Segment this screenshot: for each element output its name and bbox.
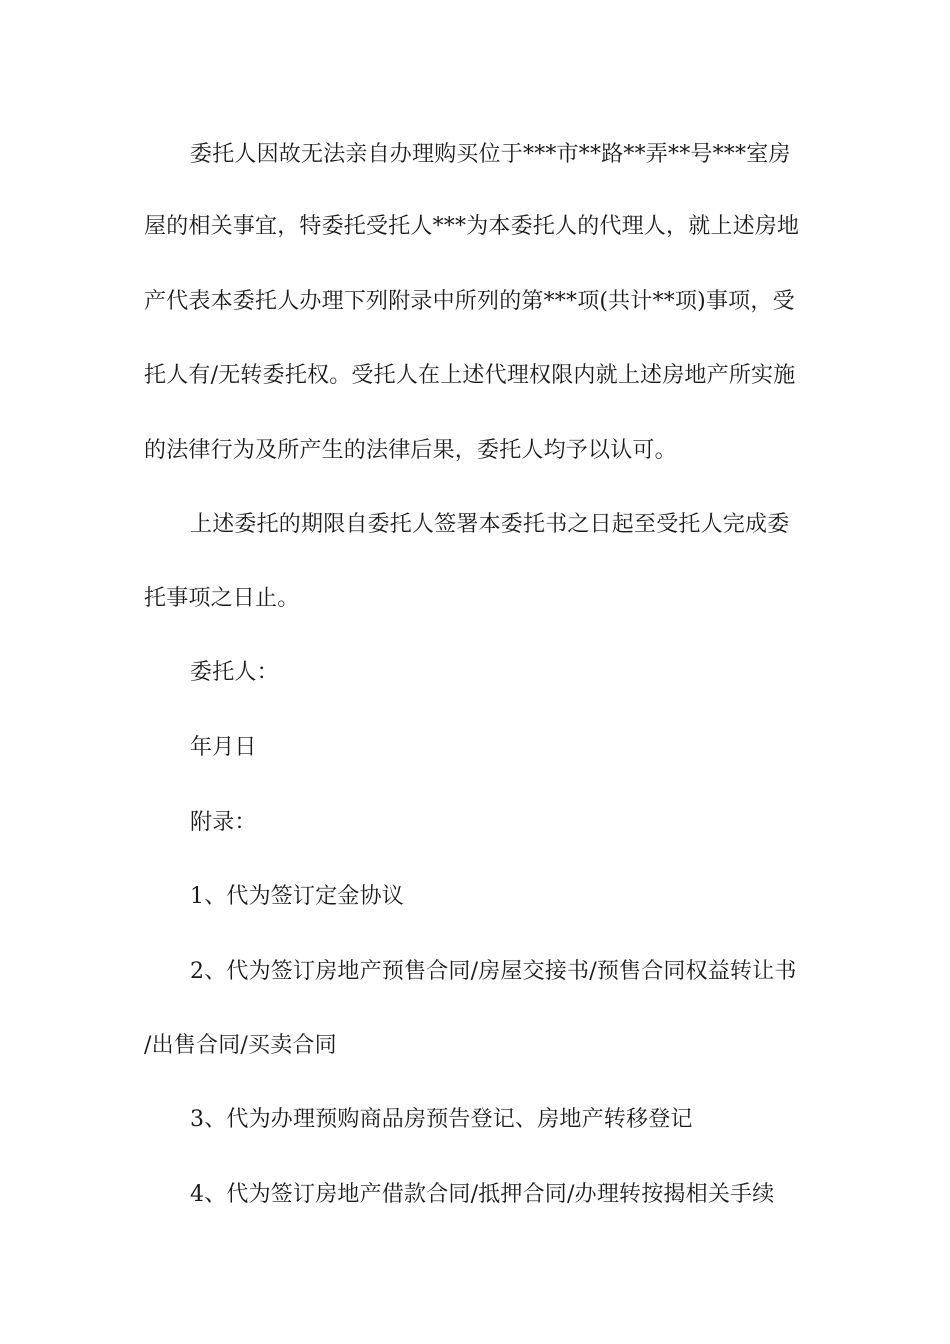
paragraph-2-line-2: 托事项之日止。 (144, 586, 300, 611)
paragraph-1-line-3: 产代表本委托人办理下列附录中所列的第***项(共计**项)事项，受 (144, 289, 795, 314)
paragraph-2-line-1: 上述委托的期限自委托人签署本委托书之日起至受托人完成委 (190, 512, 790, 537)
date-label: 年月日 (190, 735, 257, 760)
appendix-item-2-line-2: /出售合同/买卖合同 (144, 1033, 337, 1058)
appendix-item-1: 1、代为签订定金协议 (190, 884, 404, 909)
appendix-heading: 附录： (190, 810, 257, 835)
principal-signature-label: 委托人： (190, 660, 279, 685)
appendix-item-2-line-1: 2、代为签订房地产预售合同/房屋交接书/预售合同权益转让书 (190, 959, 797, 984)
appendix-item-3: 3、代为办理预购商品房预告登记、房地产转移登记 (190, 1107, 693, 1132)
paragraph-1-line-1: 委托人因故无法亲自办理购买位于***市**路**弄**号***室房 (190, 142, 791, 167)
paragraph-1-line-4: 托人有/无转委托权。受托人在上述代理权限内就上述房地产所实施 (144, 363, 796, 388)
appendix-item-4: 4、代为签订房地产借款合同/抵押合同/办理转按揭相关手续 (190, 1182, 775, 1207)
paragraph-1-line-2: 屋的相关事宜，特委托受托人***为本委托人的代理人，就上述房地 (144, 214, 800, 239)
paragraph-1-line-5: 的法律行为及所产生的法律后果，委托人均予以认可。 (144, 438, 677, 463)
